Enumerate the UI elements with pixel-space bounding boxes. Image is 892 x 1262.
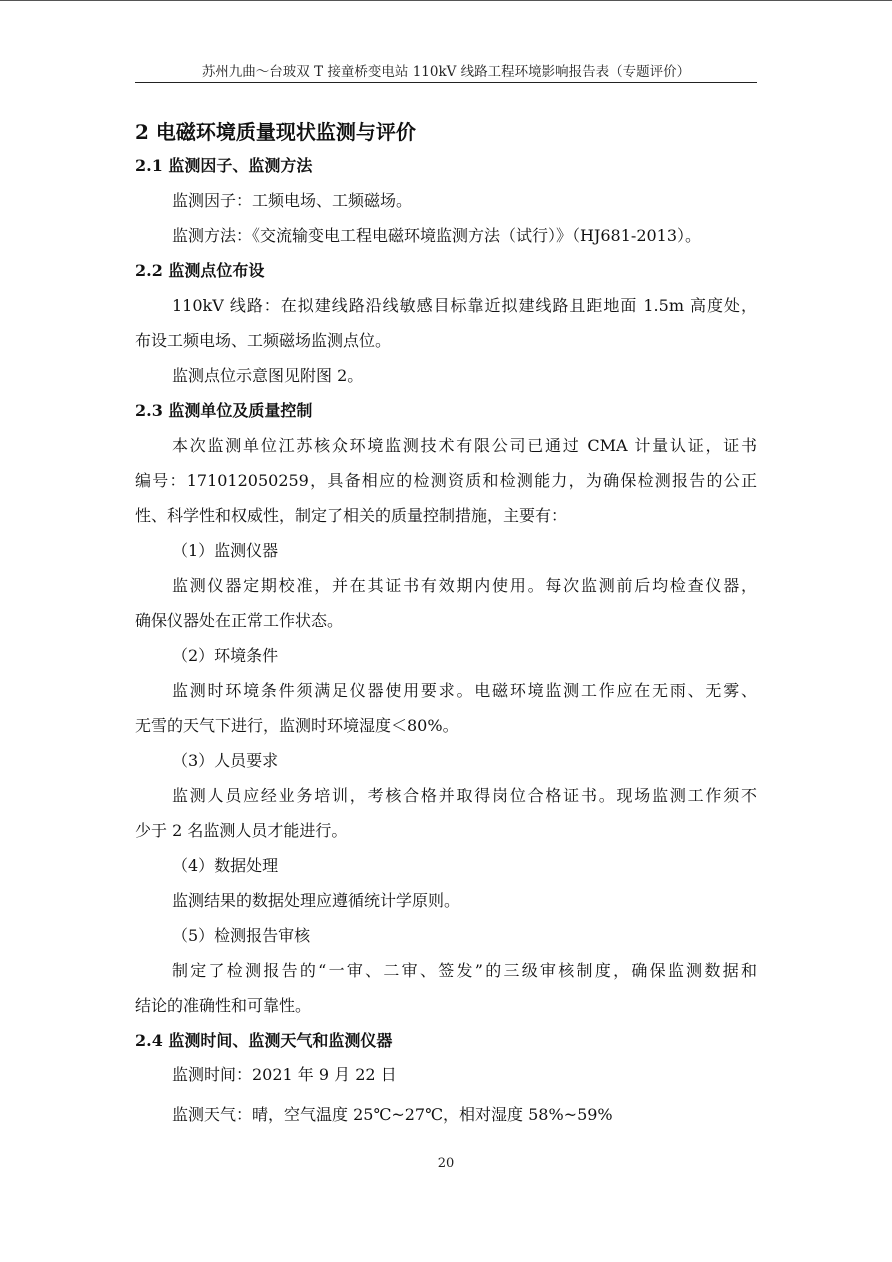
qc-item-2-line-1: 监测时环境条件须满足仪器使用要求。电磁环境监测工作应在无雨、无雾、	[172, 681, 757, 700]
qc-item-4-title: （4）数据处理	[172, 856, 279, 875]
qc-item-4-line-1: 监测结果的数据处理应遵循统计学原则。	[172, 891, 461, 910]
qc-item-1-line-1: 监测仪器定期校准，并在其证书有效期内使用。每次监测前后均检查仪器，	[172, 576, 757, 595]
point-layout-line-3: 监测点位示意图见附图 2。	[172, 366, 364, 385]
qc-item-3-line-1: 监测人员应经业务培训，考核合格并取得岗位合格证书。现场监测工作须不	[172, 786, 757, 805]
page-top-border	[0, 0, 892, 1]
qc-item-2-title: （2）环境条件	[172, 646, 279, 665]
qc-item-3-title: （3）人员要求	[172, 751, 279, 770]
qc-item-5-line-1: 制定了检测报告的“一审、二审、签发”的三级审核制度，确保监测数据和	[172, 961, 757, 980]
monitoring-factors: 监测因子：工频电场、工频磁场。	[172, 191, 413, 210]
monitoring-time: 监测时间：2021 年 9 月 22 日	[172, 1065, 397, 1084]
monitoring-method: 监测方法：《交流输变电工程电磁环境监测方法（试行）》（HJ681-2013）。	[172, 226, 702, 245]
qc-item-1-title: （1）监测仪器	[172, 541, 279, 560]
qc-item-5-title: （5）检测报告审核	[172, 926, 311, 945]
point-layout-line-1: 110kV 线路：在拟建线路沿线敏感目标靠近拟建线路且距地面 1.5m 高度处，	[172, 296, 757, 315]
point-layout-line-2: 布设工频电场、工频磁场监测点位。	[135, 331, 392, 350]
header-rule	[135, 82, 757, 83]
page-number: 20	[437, 1156, 455, 1171]
qc-item-1-line-2: 确保仪器处在正常工作状态。	[135, 611, 344, 630]
running-header: 苏州九曲～台玻双 T 接童桥变电站 110kV 线路工程环境影响报告表（专题评价）	[201, 64, 691, 80]
monitoring-weather: 监测天气：晴，空气温度 25℃~27℃，相对湿度 58%~59%	[172, 1105, 613, 1124]
qc-intro-line-1: 本次监测单位江苏核众环境监测技术有限公司已通过 CMA 计量认证，证书	[172, 436, 757, 455]
section-2-2-heading: 2.2 监测点位布设	[135, 261, 265, 280]
qc-item-2-line-2: 无雪的天气下进行，监测时环境湿度＜80%。	[135, 716, 459, 735]
qc-item-3-line-2: 少于 2 名监测人员才能进行。	[135, 821, 348, 840]
section-2-4-heading: 2.4 监测时间、监测天气和监测仪器	[135, 1031, 393, 1050]
section-2-1-heading: 2.1 监测因子、监测方法	[135, 156, 313, 175]
section-2-title: 2 电磁环境质量现状监测与评价	[135, 120, 416, 144]
section-2-3-heading: 2.3 监测单位及质量控制	[135, 401, 313, 420]
qc-item-5-line-2: 结论的准确性和可靠性。	[135, 996, 312, 1015]
qc-intro-line-2: 编号：171012050259，具备相应的检测资质和检测能力，为确保检测报告的公正	[135, 471, 757, 490]
qc-intro-line-3: 性、科学性和权威性，制定了相关的质量控制措施，主要有：	[135, 506, 568, 525]
